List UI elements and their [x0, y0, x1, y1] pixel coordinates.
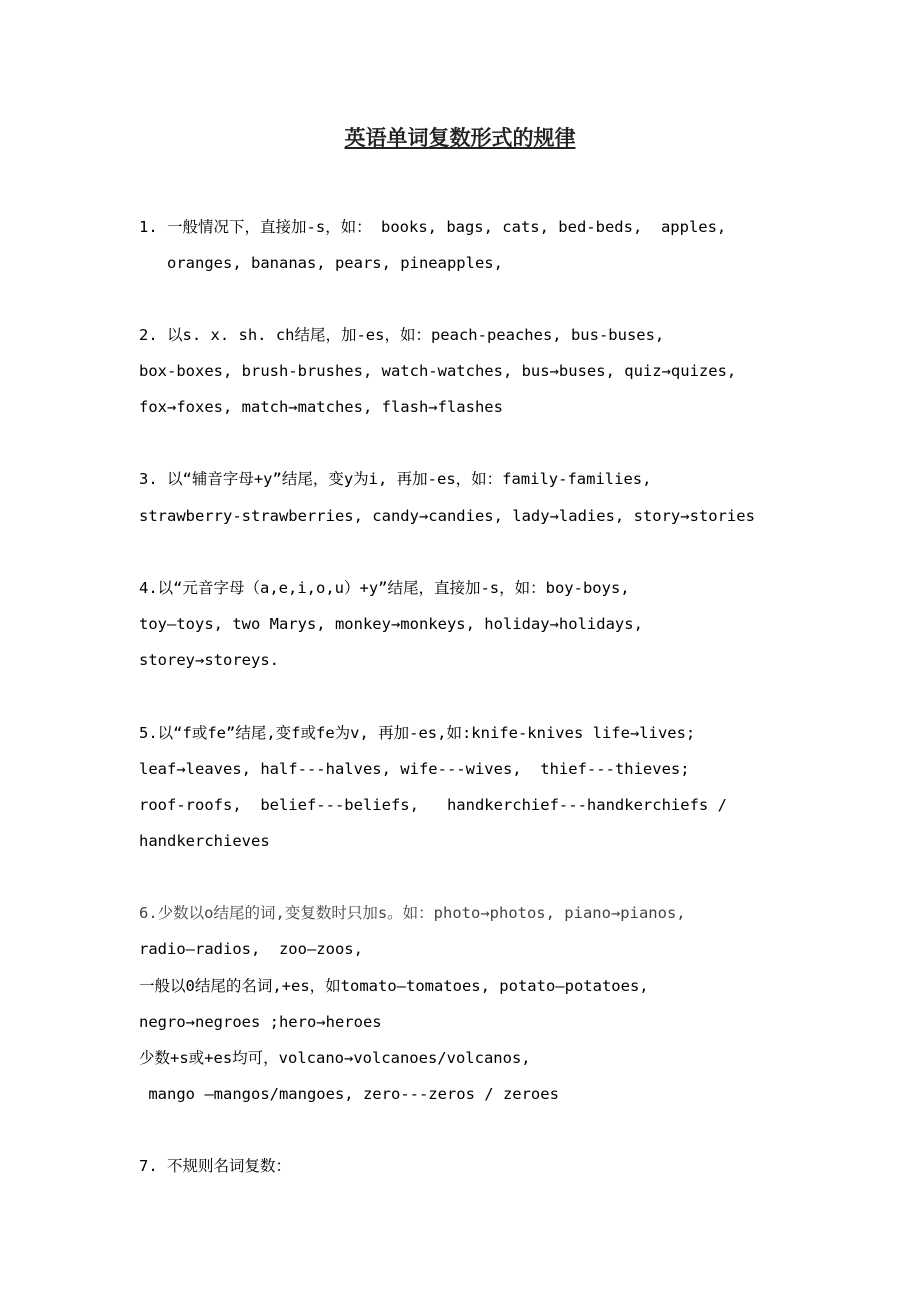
rule-6-line-3: 一般以0结尾的名词,+es，如tomato—tomatoes, potato—potatoes, [139, 977, 649, 995]
document-title: 英语单词复数形式的规律 [344, 126, 576, 150]
rule-6-line-6: mango —mangos/mangoes, zero---zeros / zeroes [139, 1085, 559, 1103]
rule-6-line-2: radio—radios, zoo—zoos, [139, 940, 363, 958]
rule-6-line-4: negro→negroes ;hero→heroes [139, 1013, 382, 1031]
rule-1-line-2: oranges, bananas, pears, pineapples, [167, 254, 503, 272]
rule-3-line-1: 3. 以“辅音字母+y”结尾，变y为i, 再加-es，如：family-families, [139, 470, 652, 488]
rule-3-line-2: strawberry-strawberries, candy→candies, lady→ladies, story→stories [139, 507, 755, 525]
rule-5-line-2: leaf→leaves, half---halves, wife---wives, thief---thieves; [139, 760, 690, 778]
rule-5-line-1: 5.以“f或fe”结尾,变f或fe为v, 再加-es,如:knife-knives life→lives; [139, 724, 696, 742]
rule-4-line-1: 4.以“元音字母（a,e,i,o,u）+y”结尾，直接加-s，如：boy-boys, [139, 579, 630, 597]
rule-1-line-1: 1. 一般情况下，直接加-s，如： books, bags, cats, bed-beds, apples, [139, 218, 727, 236]
rule-7-heading: 7. 不规则名词复数： [139, 1157, 291, 1175]
rule-2-line-1: 2. 以s. x. sh. ch结尾，加-es，如：peach-peaches, bus-buses, [139, 326, 665, 344]
rule-2-line-3: fox→foxes, match→matches, flash→flashes [139, 398, 503, 416]
rule-5-line-4: handkerchieves [139, 832, 270, 850]
rule-6-line-5: 少数+s或+es均可，volcano→volcanoes/volcanos, [139, 1049, 531, 1067]
rule-6-line-1: 6.少数以o结尾的词,变复数时只加s。如：photo→photos, piano→pianos, [139, 904, 686, 922]
rule-2-line-2: box-boxes, brush-brushes, watch-watches, bus→buses, quiz→quizes, [139, 362, 737, 380]
rule-4-line-3: storey→storeys. [139, 651, 279, 669]
rule-4-line-2: toy—toys, two Marys, monkey→monkeys, holiday→holidays, [139, 615, 643, 633]
rule-5-line-3: roof-roofs, belief---beliefs, handkerchief---handkerchiefs / [139, 796, 727, 814]
